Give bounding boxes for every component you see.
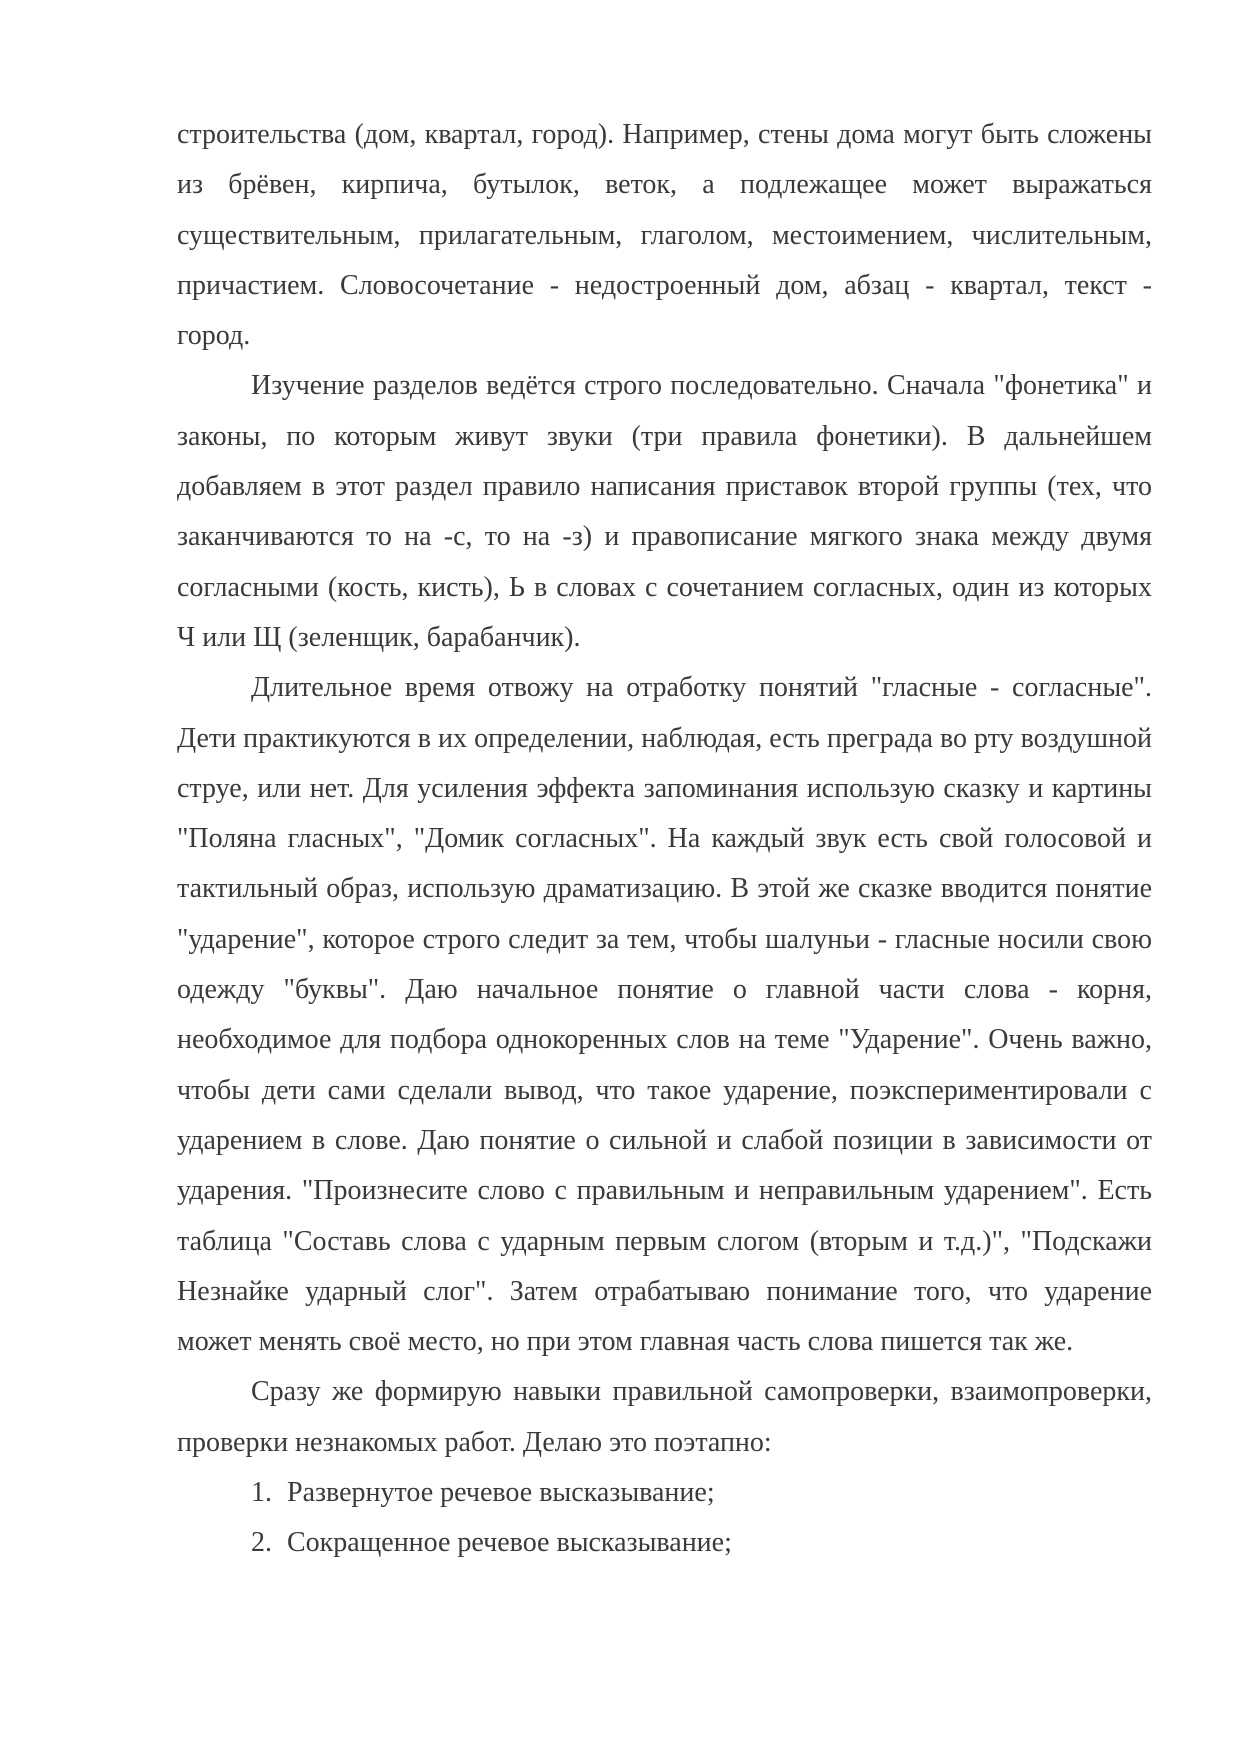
paragraph-2: Изучение разделов ведётся строго последовательно. Сначала "фонетика" и законы, по которым живут звуки (три правила фонетики). В дальнейшем добавляем в этот раздел правило написания приставок второй группы (тех, что заканчиваются то на -с, то на -з) и правописание мягкого знака между двумя согласными (кость, кисть), Ь в словах с сочетанием согласных, один из которых Ч или Щ (зеленщик, барабанчик).	[177, 370, 1152, 653]
numbered-list	[177, 1468, 1152, 1569]
list-item	[251, 1468, 1152, 1518]
list-item-number: 1.	[251, 1477, 272, 1509]
list-item-text: Развернутое речевое высказывание;	[287, 1477, 715, 1509]
paragraph-3: Длительное время отвожу на отработку понятий "гласные - согласные". Дети практикуются в их определении, наблюдая, есть преграда во рту воздушной струе, или нет. Для усиления эффекта запоминания использую сказку и картины "Поляна гласных", "Домик согласных". На каждый звук есть свой голосовой и тактильный образ, использую драматизацию. В этой же сказке вводится понятие "ударение", которое строго следит за тем, чтобы шалуньи - гласные носили свою одежду "буквы". Даю начальное понятие о главной части слова - корня, необходимое для подбора однокоренных слов на теме "Ударение". Очень важно, чтобы дети сами сделали вывод, что такое ударение, поэкспериментировали с ударением в слове. Даю понятие о сильной и слабой позиции в зависимости от ударения. "Произнесите слово с правильным и неправильным ударением". Есть таблица "Составь слова с ударным первым слогом (вторым и т.д.)", "Подскажи Незнайке ударный слог". Затем отрабатываю понимание того, что ударение может менять своё место, но при этом главная часть слова пишется так же.	[177, 672, 1152, 1358]
paragraph-1: строительства (дом, квартал, город). Например, стены дома могут быть сложены из брёвен, кирпича, бутылок, веток, а подлежащее может выражаться существительным, прилагательным, глаголом, местоимением, числительным, причастием. Словосочетание - недостроенный дом, абзац - квартал, текст - город.	[177, 119, 1152, 352]
list-item-text: Сокращенное речевое высказывание;	[287, 1527, 732, 1559]
list-item-number: 2.	[251, 1527, 272, 1559]
paragraph-4: Сразу же формирую навыки правильной самопроверки, взаимопроверки, проверки незнакомых работ. Делаю это поэтапно:	[177, 1376, 1152, 1458]
list-item	[251, 1518, 1152, 1568]
document-body	[177, 110, 1152, 1569]
